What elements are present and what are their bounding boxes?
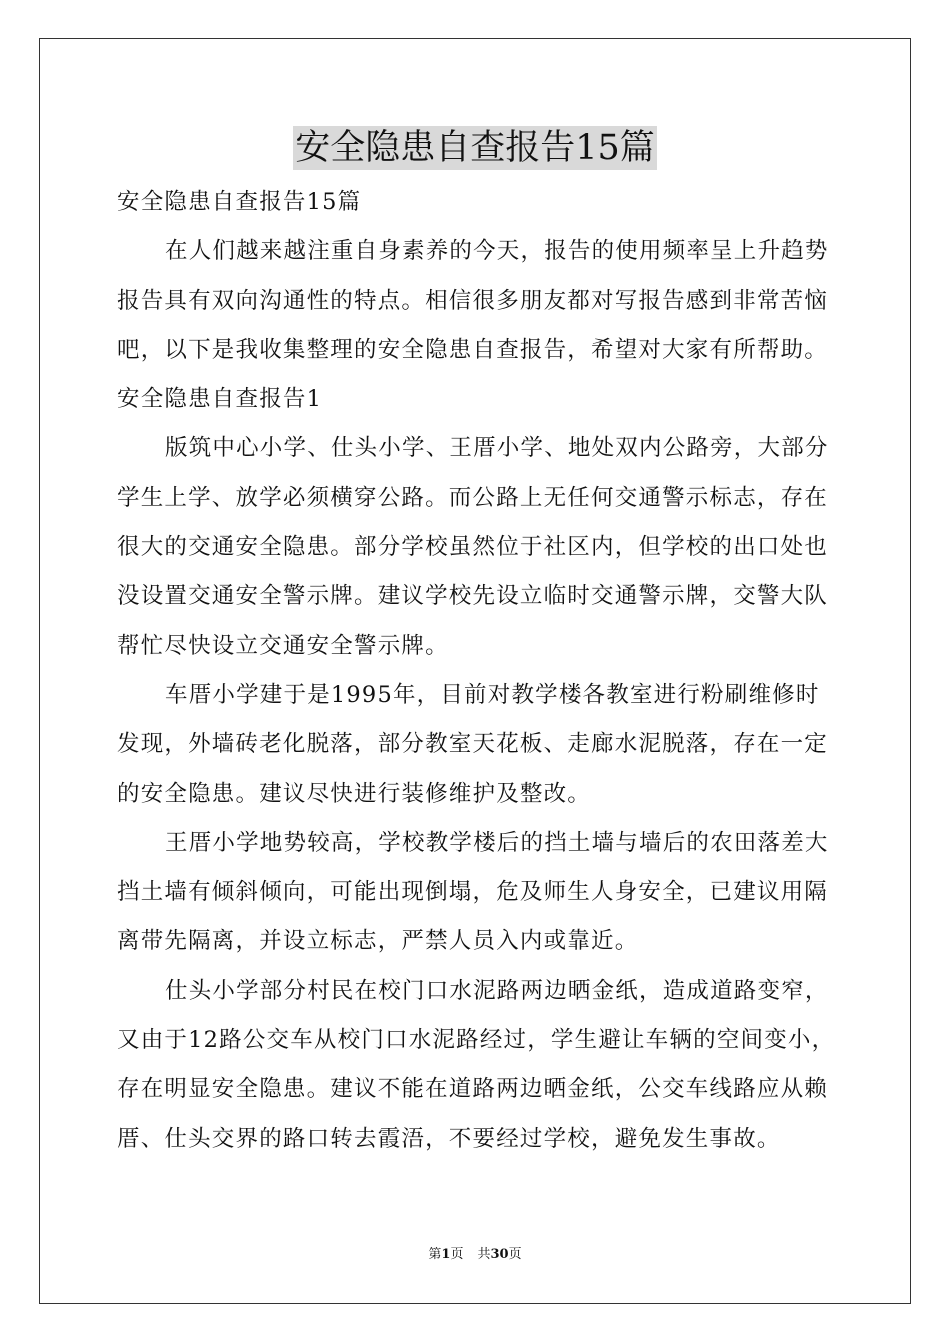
text-line: 学生上学、放学必须横穿公路。而公路上无任何交通警示标志，存在	[117, 484, 829, 511]
text-line: 在人们越来越注重自身素养的今天，报告的使用频率呈上升趋势	[165, 238, 829, 265]
footer-total-prefix: 共	[477, 1247, 491, 1262]
text-line: 离带先隔离，并设立标志，严禁人员入内或靠近。	[117, 928, 639, 955]
text-line: 王厝小学地势较高，学校教学楼后的挡土墙与墙后的农田落差大	[165, 829, 829, 856]
text-line: 厝、仕头交界的路口转去霞浯，不要经过学校，避免发生事故。	[117, 1125, 781, 1152]
text-line: 发现，外墙砖老化脱落，部分教室天花板、走廊水泥脱落，存在一定	[117, 731, 829, 758]
title-container	[0, 126, 950, 170]
text-line: 存在明显安全隐患。建议不能在道路两边晒金纸，公交车线路应从赖	[117, 1076, 829, 1103]
text-line: 又由于12路公交车从校门口水泥路经过，学生避让车辆的空间变小，	[117, 1027, 836, 1054]
paragraph-building	[117, 671, 837, 819]
text-line: 版筑中心小学、仕头小学、王厝小学、地处双内公路旁，大部分	[165, 435, 829, 462]
footer-total-suffix: 页	[508, 1247, 522, 1262]
text-line: 没设置交通安全警示牌。建议学校先设立临时交通警示牌，交警大队	[117, 583, 829, 610]
paragraph-wall	[117, 819, 837, 967]
footer-page-number: 1	[441, 1247, 451, 1262]
footer-prefix: 第	[428, 1247, 442, 1262]
text-line: 吧，以下是我收集整理的安全隐患自查报告，希望对大家有所帮助。	[117, 336, 829, 363]
text-line: 安全隐患自查报告15篇	[117, 189, 362, 215]
paragraph-intro	[117, 227, 837, 375]
footer-page-suffix: 页	[450, 1247, 464, 1262]
footer-total-pages: 30	[490, 1247, 509, 1262]
paragraph-road	[117, 967, 837, 1164]
text-line: 安全隐患自查报告1	[117, 386, 323, 413]
text-line: 仕头小学部分村民在校门口水泥路两边晒金纸，造成道路变窄，	[165, 977, 829, 1004]
document-body	[117, 178, 837, 1164]
paragraph-heading	[117, 178, 837, 227]
text-line: 帮忙尽快设立交通安全警示牌。	[117, 632, 449, 659]
page-footer	[0, 1246, 950, 1264]
section-heading	[117, 375, 837, 424]
text-line: 报告具有双向沟通性的特点。相信很多朋友都对写报告感到非常苦恼	[117, 287, 829, 314]
text-line: 很大的交通安全隐患。部分学校虽然位于社区内，但学校的出口处也	[117, 534, 829, 561]
text-line: 的安全隐患。建议尽快进行装修维护及整改。	[117, 780, 592, 807]
document-title: 安全隐患自查报告15篇	[295, 128, 655, 168]
text-line: 车厝小学建于是1995年，目前对教学楼各教室进行粉刷维修时	[165, 681, 820, 708]
paragraph-traffic	[117, 424, 837, 670]
text-line: 挡土墙有倾斜倾向，可能出现倒塌，危及师生人身安全，已建议用隔	[117, 879, 829, 906]
